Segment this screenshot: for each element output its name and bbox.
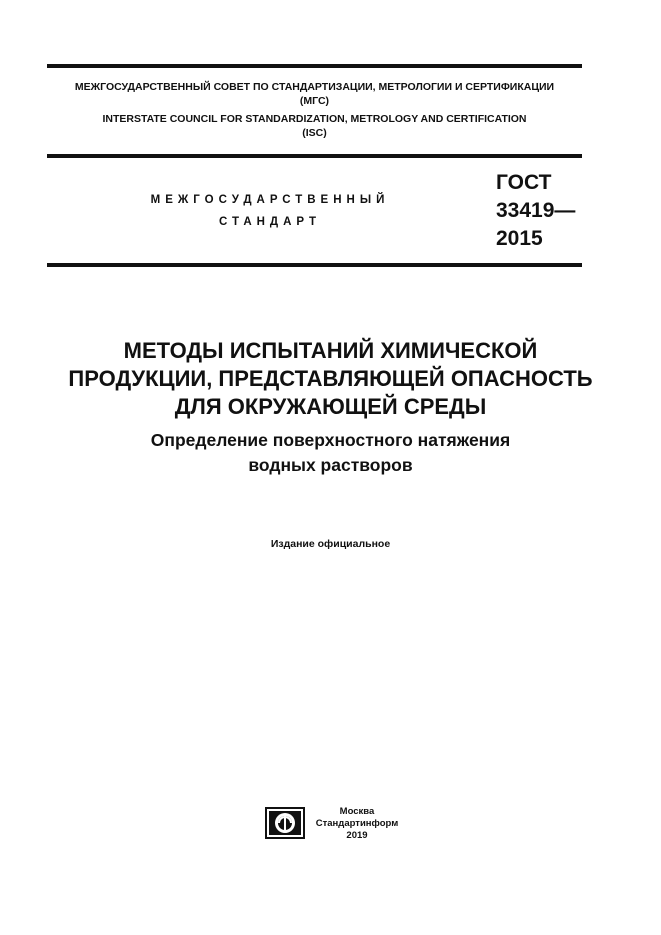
- council-en-name: INTERSTATE COUNCIL FOR STANDARDIZATION, METROLOGY AND CERTIFICATION: [102, 113, 527, 125]
- document-title: [40, 337, 621, 421]
- standard-type: [120, 189, 420, 233]
- title-line1: МЕТОДЫ ИСПЫТАНИЙ ХИМИЧЕСКОЙ: [123, 338, 538, 363]
- subtitle-line2: водных растворов: [248, 455, 413, 475]
- council-ru: [47, 80, 582, 108]
- title-line2: ПРОДУКЦИИ, ПРЕДСТАВЛЯЮЩЕЙ ОПАСНОСТЬ: [68, 366, 593, 391]
- standard-year: 2015: [496, 227, 543, 250]
- top-divider: [47, 64, 582, 68]
- document-subtitle: [40, 428, 621, 478]
- council-ru-abbr: (МГС): [299, 95, 330, 107]
- council-ru-name: МЕЖГОСУДАРСТВЕННЫЙ СОВЕТ ПО СТАНДАРТИЗАЦИИ, МЕТРОЛОГИИ И СЕРТИФИКАЦИИ: [74, 81, 555, 93]
- edition-label: Издание официальное: [270, 538, 391, 550]
- bottom-divider: [47, 263, 582, 267]
- standartinform-logo-icon: [265, 807, 305, 839]
- imprint-year: 2019: [346, 830, 368, 841]
- standard-designation: [496, 169, 575, 253]
- standard-type-line1: МЕЖГОСУДАРСТВЕННЫЙ: [150, 194, 390, 206]
- imprint-publisher: Стандартинформ: [315, 818, 399, 829]
- council-en: [47, 112, 582, 140]
- middle-divider: [47, 154, 582, 158]
- standard-number: 33419—: [496, 199, 576, 222]
- title-line3: ДЛЯ ОКРУЖАЮЩЕЙ СРЕДЫ: [174, 394, 487, 419]
- imprint: [312, 806, 402, 842]
- subtitle-line1: Определение поверхностного натяжения: [150, 430, 511, 450]
- standard-type-line2: СТАНДАРТ: [219, 216, 321, 228]
- imprint-city: Москва: [339, 806, 375, 817]
- standard-prefix: ГОСТ: [496, 171, 552, 194]
- council-en-abbr: (ISC): [302, 127, 327, 139]
